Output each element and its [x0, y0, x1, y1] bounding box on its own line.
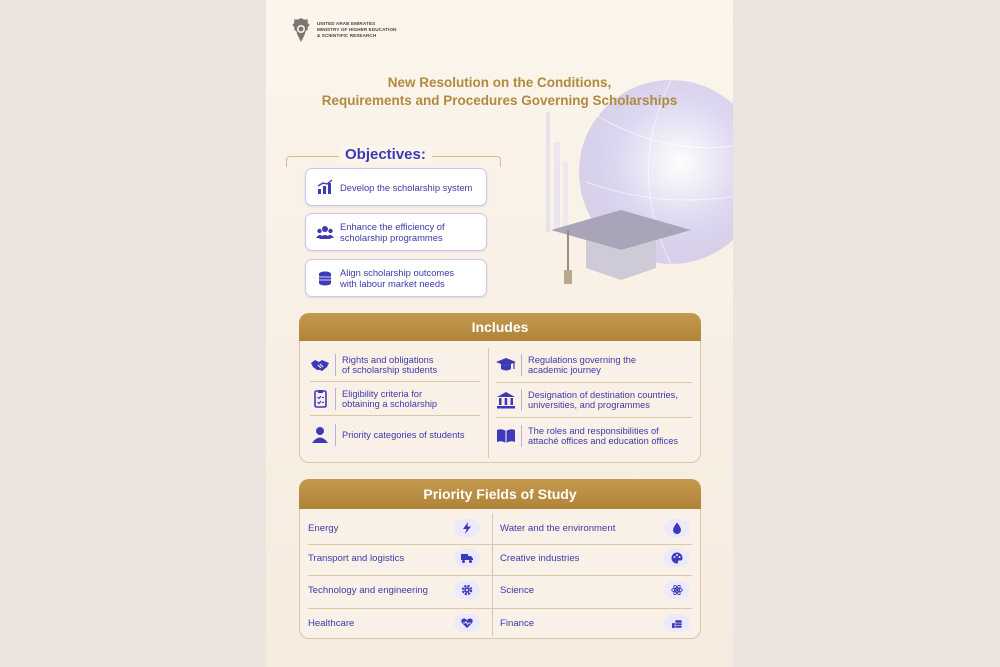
graduation-cap-icon [496, 356, 516, 374]
title-line: New Resolution on the Conditions, [387, 75, 612, 90]
includes-text: obtaining a scholarship [342, 399, 438, 409]
title-line: Requirements and Procedures Governing Scholarships [321, 93, 678, 108]
checklist-icon [310, 390, 330, 408]
includes-panel [299, 313, 701, 463]
gear-icon [461, 584, 473, 596]
row-divider [496, 417, 692, 418]
objective-text: Enhance the efficiency of [340, 221, 445, 232]
field-item [500, 545, 690, 571]
includes-text: universities, and programmes [528, 400, 650, 410]
column-divider [488, 348, 489, 458]
includes-text: The roles and responsibilities of [528, 425, 659, 436]
field-item [308, 515, 480, 541]
field-label: Healthcare [308, 617, 355, 629]
field-label: Water and the environment [500, 522, 616, 534]
row-divider [310, 415, 480, 416]
row-divider [310, 381, 480, 382]
objective-text: with labour market needs [340, 278, 445, 289]
field-label: Creative industries [500, 552, 580, 564]
field-label: Science [500, 584, 535, 596]
includes-text: Priority categories of students [342, 429, 465, 440]
includes-item [496, 389, 678, 411]
includes-header: Includes [299, 313, 701, 341]
objective-text: scholarship programmes [340, 232, 443, 243]
heart-pulse-icon [461, 617, 473, 629]
ministry-logo [290, 16, 397, 44]
includes-item [496, 425, 678, 447]
field-item [500, 577, 690, 603]
field-label: Technology and engineering [308, 584, 429, 596]
objective-text: Align scholarship outcomes [340, 267, 455, 278]
row-divider [496, 382, 692, 383]
logo-line: MINISTRY OF HIGHER EDUCATION [317, 27, 397, 32]
group-icon [316, 223, 334, 241]
logo-line: & SCIENTIFIC RESEARCH [317, 33, 377, 38]
university-icon [496, 391, 516, 409]
field-label: Energy [308, 522, 339, 534]
coins-icon [316, 269, 334, 287]
field-item [308, 577, 480, 603]
objective-card [305, 213, 487, 251]
includes-text: Eligibility criteria for [342, 388, 423, 399]
includes-item [310, 354, 437, 376]
book-icon [496, 427, 516, 445]
priority-header: Priority Fields of Study [299, 479, 701, 509]
includes-text: academic journey [528, 365, 601, 375]
truck-icon [461, 552, 473, 564]
palette-icon [671, 552, 683, 564]
objective-card [305, 168, 487, 206]
includes-text: Designation of destination countries, [528, 389, 678, 400]
objective-card [305, 259, 487, 297]
field-label: Finance [500, 617, 535, 629]
includes-text: Rights and obligations [342, 354, 434, 365]
includes-item [496, 354, 636, 376]
row-divider [308, 575, 692, 576]
ministry-name [317, 21, 397, 39]
priority-panel [299, 479, 701, 639]
uae-emblem-icon [290, 16, 312, 44]
includes-item [310, 388, 437, 410]
includes-item [310, 424, 464, 446]
includes-text: Regulations governing the [528, 354, 637, 365]
field-item [500, 515, 690, 541]
includes-text: attaché offices and education offices [528, 436, 679, 446]
row-divider [308, 608, 692, 609]
growth-chart-icon [316, 178, 334, 196]
atom-icon [671, 584, 683, 596]
field-item [308, 545, 480, 571]
coin-stack-icon [671, 617, 683, 629]
lightning-icon [461, 522, 473, 534]
handshake-icon [310, 356, 330, 374]
includes-text: of scholarship students [342, 365, 438, 375]
page-title [266, 74, 733, 110]
water-drop-icon [671, 522, 683, 534]
field-label: Transport and logistics [308, 552, 405, 564]
field-item [308, 610, 480, 636]
field-item [500, 610, 690, 636]
objectives-title: Objectives: [339, 146, 432, 163]
infographic-poster [266, 0, 733, 667]
logo-line: UNITED ARAB EMIRATES [317, 21, 376, 26]
person-icon [310, 426, 330, 444]
objective-text: Develop the scholarship system [340, 181, 473, 193]
